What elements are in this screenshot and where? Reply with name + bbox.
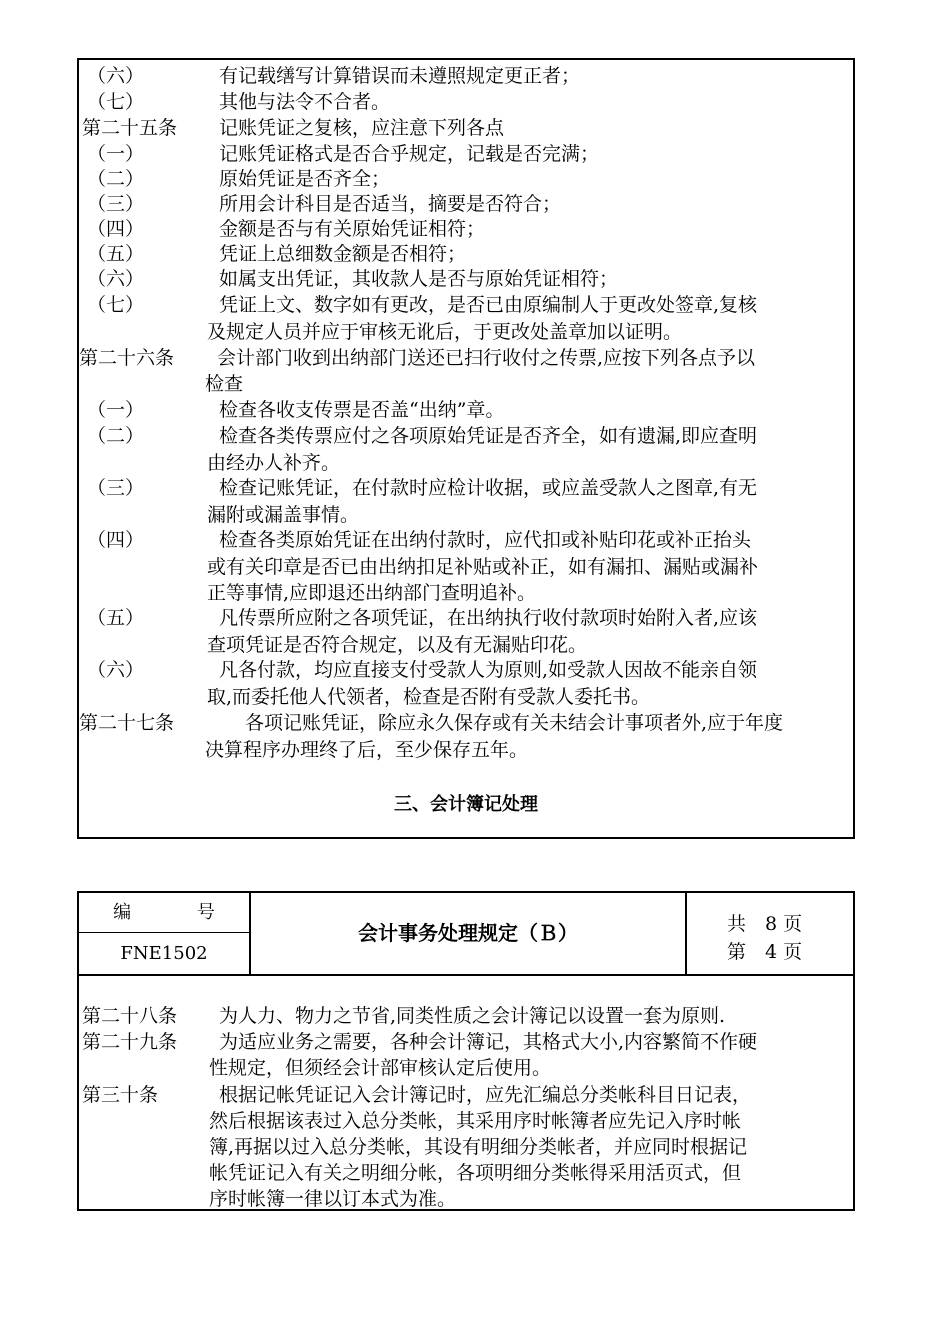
article-text: 记账凭证之复核，应注意下列各点: [219, 117, 505, 139]
item-text-continued: 取,而委托他人代领者，检查是否附有受款人委托书。: [207, 686, 651, 708]
item-label: （三）: [87, 477, 145, 499]
item-text: 检查各类原始凭证在出纳付款时，应代扣或补贴印花或补正抬头: [219, 529, 752, 551]
article-label: 第二十九条: [82, 1031, 178, 1053]
item-text: 检查各类传票应付之各项原始凭证是否齐全，如有遗漏,即应查明: [219, 425, 758, 447]
total-pages: 共 8 页: [727, 913, 803, 935]
item-label: （七）: [87, 91, 145, 113]
item-text: 所用会计科目是否适当，摘要是否符合；: [219, 193, 562, 215]
article-text-continued: 检查: [205, 373, 244, 395]
article-text-continued: 决算程序办理终了后，至少保存五年。: [205, 739, 529, 761]
item-text-continued: 或有关印章是否已由出纳扣足补贴或补正，如有漏扣、漏贴或漏补: [207, 556, 759, 578]
item-text: 检查记账凭证，在付款时应检计收据，或应盖受款人之图章,有无: [219, 477, 758, 499]
item-text-continued: 由经办人补齐。: [207, 452, 341, 474]
article-text-continued: 簿,再据以过入总分类帐，其设有明细分类帐者，并应同时根据记: [209, 1136, 748, 1158]
page-info-cell: [687, 893, 853, 974]
item-text: 记账凭证格式是否合乎规定，记载是否完满；: [219, 143, 600, 165]
item-text: 凡传票所应附之各项凭证，在出纳执行收付款项时始附入者,应该: [219, 607, 758, 629]
article-text: 为适应业务之需要，各种会计簿记，其格式大小,内容繁简不作硬: [219, 1031, 758, 1053]
doc-number-value: FNE1502: [120, 943, 208, 964]
item-label: （一）: [87, 399, 145, 421]
item-text-continued: 正等事情,应即退还出纳部门查明追补。: [207, 582, 537, 604]
item-text-continued: 及规定人员并应于审核无讹后，于更改处盖章加以证明。: [207, 321, 683, 343]
item-label: （一）: [87, 143, 145, 165]
item-label: （五）: [87, 607, 145, 629]
doc-number-label: 编 号: [79, 893, 249, 933]
item-text: 原始凭证是否齐全；: [219, 168, 391, 190]
item-text: 金额是否与有关原始凭证相符；: [219, 218, 486, 240]
article-label: 第三十条: [82, 1084, 159, 1106]
item-label: （四）: [87, 218, 145, 240]
item-text-continued: 漏附或漏盖事情。: [207, 504, 360, 526]
article-text: 会计部门收到出纳部门送还已扫行收付之传票,应按下列各点予以: [217, 347, 756, 369]
article-label: 第二十八条: [82, 1005, 178, 1027]
item-text: 其他与法令不合者。: [219, 91, 391, 113]
article-text: 各项记账凭证，除应永久保存或有关未结会计事项者外,应于年度: [245, 712, 784, 734]
section-title: 三、会计簿记处理: [394, 794, 538, 815]
item-label: （六）: [87, 65, 145, 87]
item-label: （六）: [87, 268, 145, 290]
article-text: 根据记帐凭证记入会计簿记时，应先汇编总分类帐科目日记表，: [219, 1084, 752, 1106]
item-text: 凭证上文、数字如有更改，是否已由原编制人于更改处签章,复核: [219, 294, 758, 316]
item-label: （二）: [87, 168, 145, 190]
item-text-continued: 查项凭证是否符合规定，以及有无漏贴印花。: [207, 634, 588, 656]
article-label: 第二十七条: [79, 712, 175, 734]
item-label: （六）: [87, 659, 145, 681]
article-label: 第二十六条: [79, 347, 175, 369]
current-page: 第 4 页: [727, 941, 803, 963]
article-text: 为人力、物力之节省,同类性质之会计簿记以设置一套为原则.: [219, 1005, 726, 1027]
item-label: （七）: [87, 294, 145, 316]
article-text-continued: 性规定，但须经会计部审核认定后使用。: [209, 1057, 552, 1079]
article-label: 第二十五条: [82, 117, 178, 139]
article-text-continued: 然后根据该表过入总分类帐，其采用序时帐簿者应先记入序时帐: [209, 1110, 742, 1132]
item-text: 检查各收支传票是否盖“出纳”章。: [219, 399, 505, 421]
article-text-continued: 序时帐簿一律以订本式为准。: [209, 1188, 457, 1210]
regulation-text-box-2: [77, 891, 855, 1211]
item-text: 凭证上总细数金额是否相符；: [219, 243, 467, 265]
doc-number-cell: [79, 893, 251, 974]
item-text: 有记载缮写计算错误而未遵照规定更正者；: [219, 65, 581, 87]
item-text: 凡各付款，均应直接支付受款人为原则,如受款人因故不能亲自领: [219, 659, 758, 681]
article-text-continued: 帐凭证记入有关之明细分帐，各项明细分类帐得采用活页式，但: [209, 1162, 742, 1184]
item-text: 如属支出凭证，其收款人是否与原始凭证相符；: [219, 268, 619, 290]
item-label: （三）: [87, 193, 145, 215]
item-label: （二）: [87, 425, 145, 447]
document-title: 会计事务处理规定（Ｂ）: [251, 893, 687, 974]
item-label: （五）: [87, 243, 145, 265]
document-header: [79, 893, 853, 976]
regulation-text-box-1: [77, 58, 855, 839]
item-label: （四）: [87, 529, 145, 551]
